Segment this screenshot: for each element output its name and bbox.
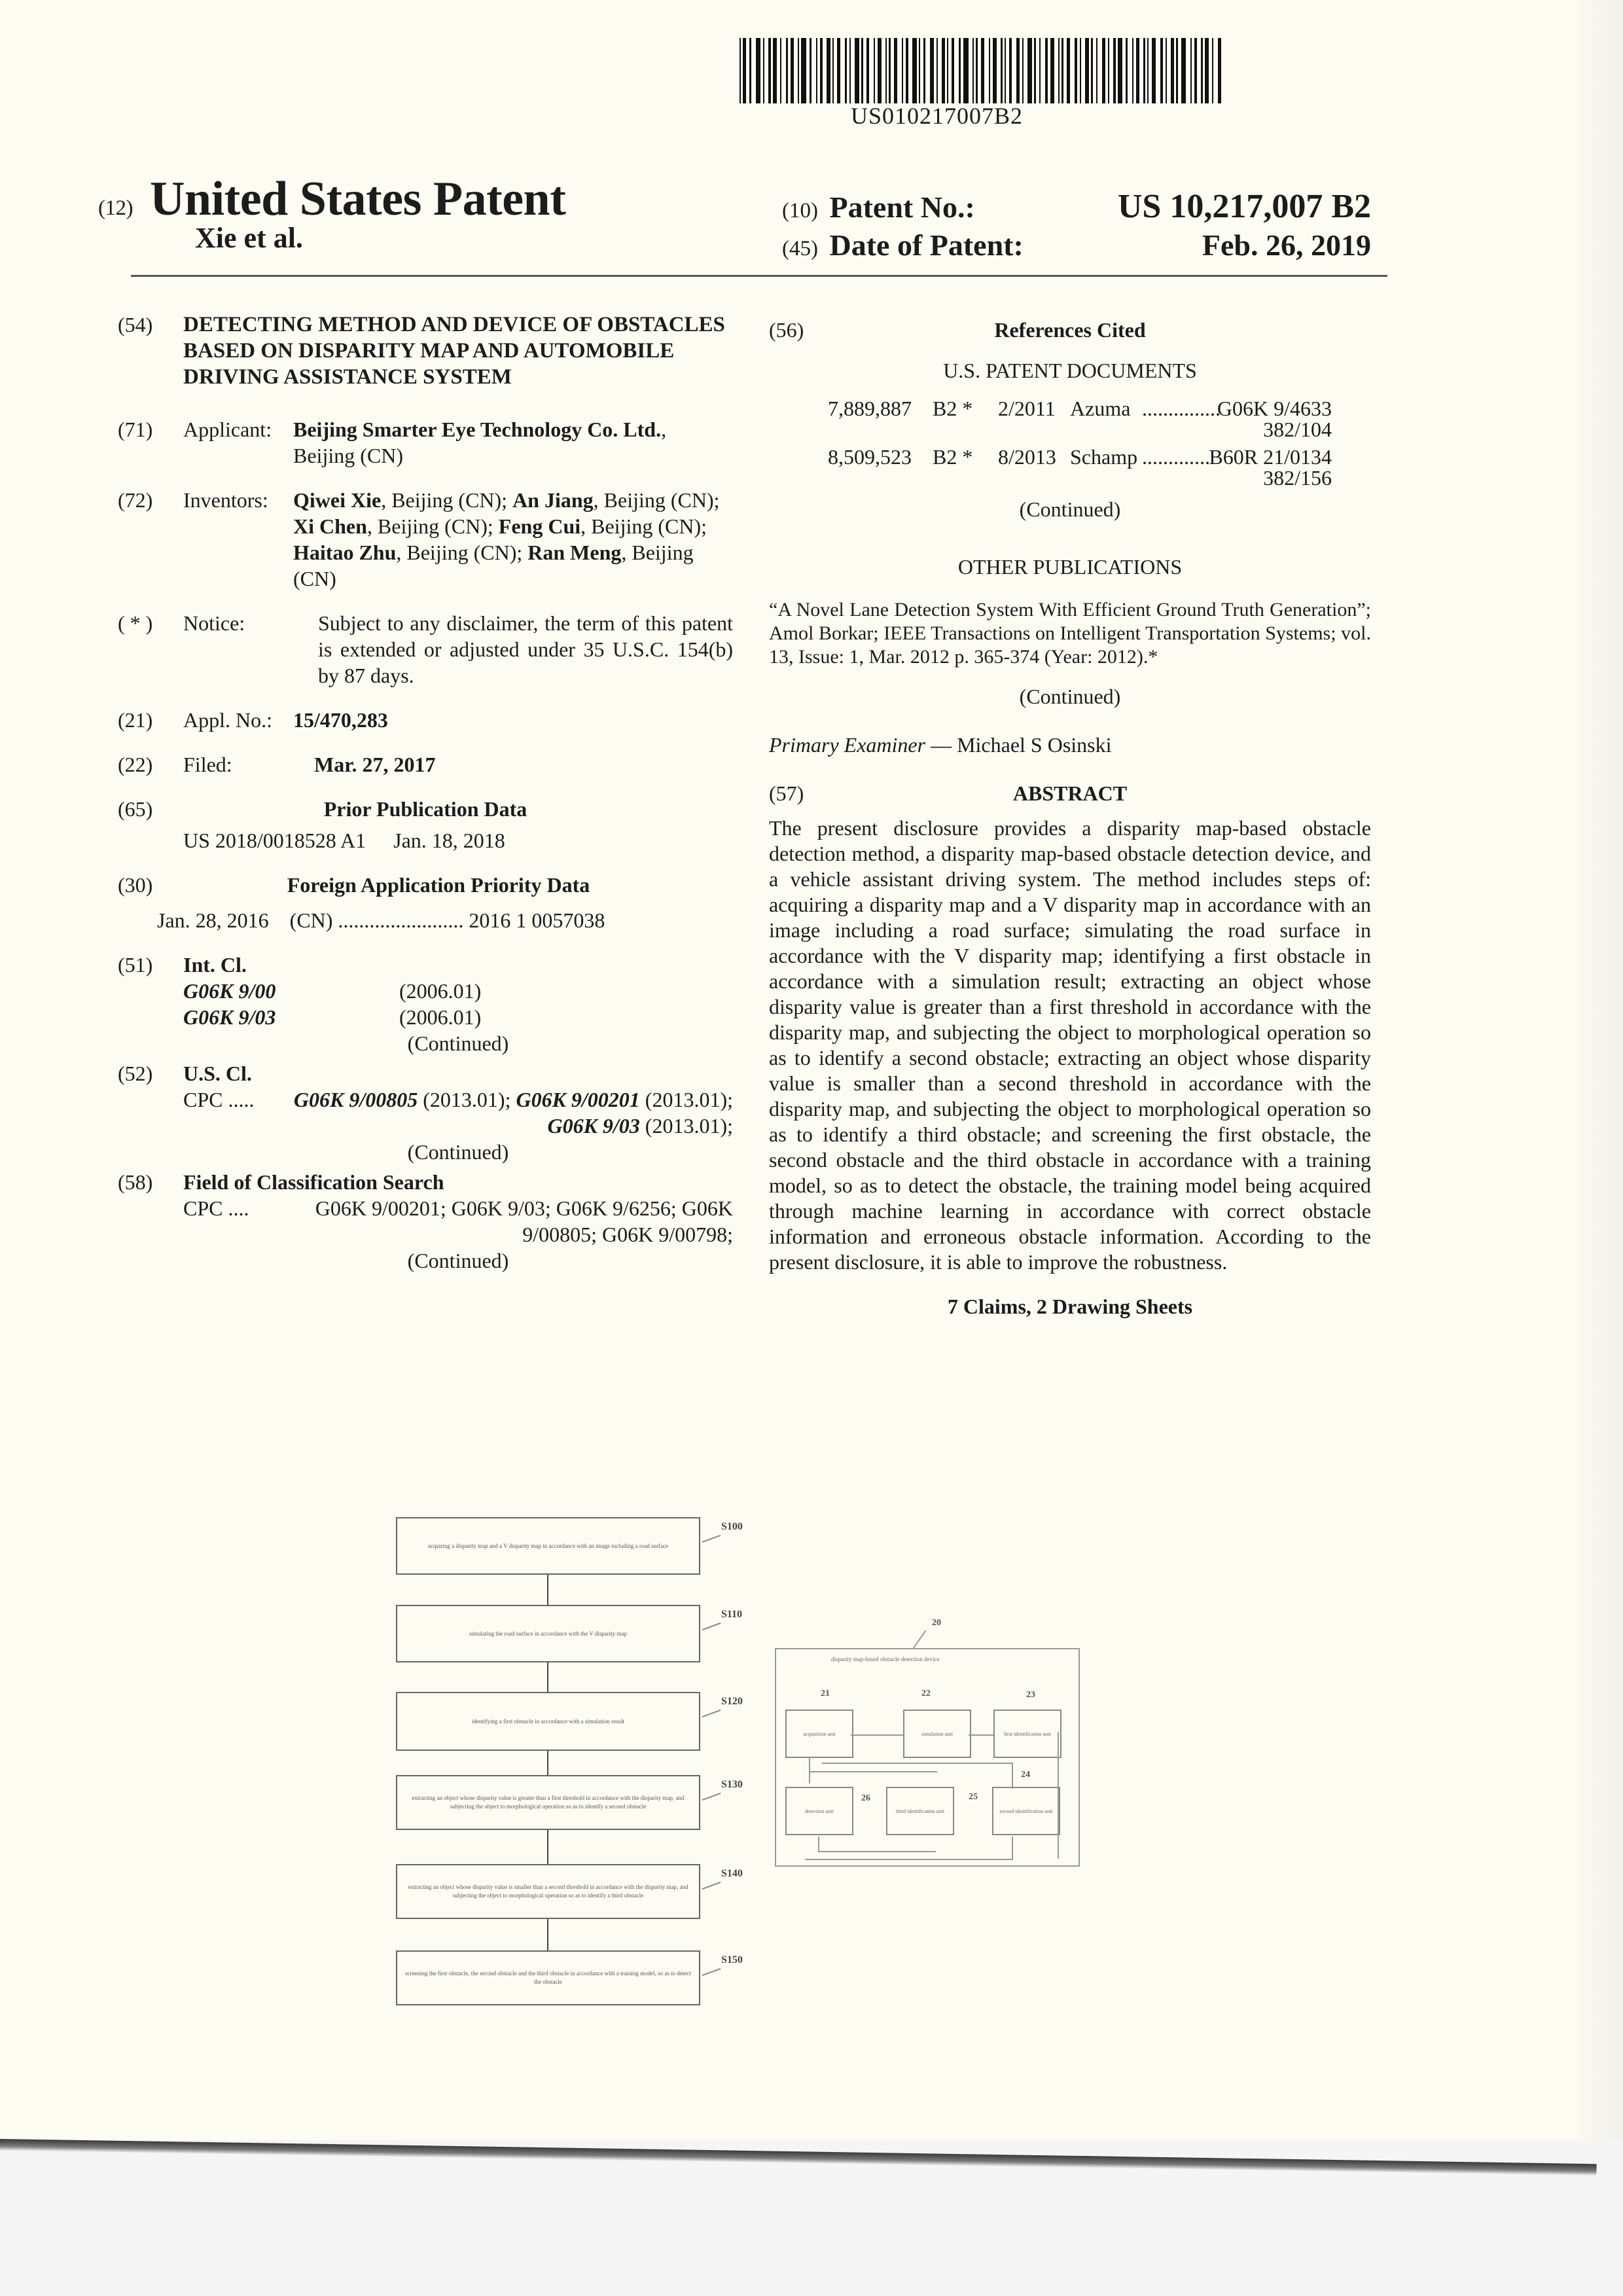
flowchart-leader-line [702, 1623, 721, 1630]
barcode-bar [942, 38, 945, 103]
device-leader-line [912, 1630, 926, 1649]
flowchart-step-id: S110 [721, 1609, 743, 1620]
barcode-bar [976, 38, 978, 103]
connector-line [822, 1763, 1012, 1764]
reference-number: 8,509,523 [828, 445, 912, 469]
right-column [769, 317, 1371, 1319]
us-patent-docs-heading: U.S. PATENT DOCUMENTS [943, 359, 1197, 382]
examiner-dash: — [925, 733, 957, 757]
date-code: (45) [782, 237, 818, 260]
barcode-bar [1147, 38, 1149, 103]
barcode-bar [902, 38, 903, 103]
device-unit-ref: 26 [861, 1793, 870, 1803]
barcode-bar [959, 38, 961, 103]
us-cl-version: (2013.01); [639, 1114, 733, 1138]
barcode-bar [845, 38, 847, 103]
prior-pub-row [183, 827, 733, 853]
connector-line [851, 1734, 903, 1736]
prior-pub-date: Jan. 18, 2018 [393, 829, 505, 852]
page-right-edge [1577, 0, 1623, 2140]
device-unit-box [785, 1710, 853, 1758]
barcode-bar [906, 38, 908, 103]
barcode-bar [866, 38, 869, 103]
filed-value: Mar. 27, 2017 [314, 753, 436, 776]
barcode-bar [889, 38, 891, 103]
filed-code: (22) [118, 753, 153, 776]
barcode-bar [1143, 38, 1145, 103]
barcode-bar [963, 38, 969, 103]
foreign-priority-dots: ........................ [338, 908, 464, 932]
int-cl-code: (51) [118, 953, 153, 977]
barcode-bar [952, 38, 954, 103]
barcode-bar [1045, 38, 1048, 103]
inventor-name: Ran Meng [527, 541, 622, 564]
inventors-list [293, 487, 733, 592]
foreign-priority-country: (CN) [289, 908, 333, 932]
inventor-location: , Beijing (CN); [593, 488, 720, 512]
barcode-bar [1218, 38, 1221, 103]
field-search-code: (58) [118, 1170, 153, 1194]
connector-line [805, 1859, 1012, 1860]
flowchart-step-id: S100 [721, 1521, 743, 1532]
barcode-bar [919, 38, 920, 103]
notice-code: ( * ) [118, 611, 153, 635]
us-cl-list [183, 1086, 733, 1139]
field-search-prefix: CPC .... [183, 1196, 249, 1220]
barcode-bar [763, 38, 764, 103]
barcode [740, 38, 1374, 103]
reference-dots: ............... [1142, 397, 1221, 420]
foreign-priority-heading: Foreign Application Priority Data [287, 873, 590, 897]
device-title: disparity map-based obstacle detection device [831, 1656, 940, 1662]
barcode-bar [1034, 38, 1036, 103]
reference-date: 8/2013 [998, 445, 1056, 469]
barcode-bar [1205, 38, 1209, 103]
barcode-bar [749, 38, 751, 103]
examiner-name: Michael S Osinski [957, 733, 1112, 757]
references-continued: (Continued) [1019, 497, 1121, 521]
device-unit-label: first identification unit [1004, 1731, 1051, 1737]
document-type [98, 171, 565, 227]
barcode-bar [810, 38, 812, 103]
connector-line [1012, 1763, 1013, 1789]
barcode-bar [1160, 38, 1163, 103]
reference-inventor: Azuma [1070, 397, 1131, 420]
date-label: Date of Patent: [829, 228, 1024, 262]
barcode-bar [816, 38, 817, 103]
barcode-bar [894, 38, 897, 103]
flowchart-step-box [396, 1950, 700, 2005]
barcode-bar [786, 38, 788, 103]
patent-date: Feb. 26, 2019 [1202, 228, 1371, 262]
applicant-code: (71) [118, 418, 153, 441]
flowchart-step-box [396, 1517, 700, 1575]
connector-line [969, 1734, 993, 1736]
device-unit-label: detection unit [805, 1808, 834, 1814]
us-cl-class: G06K 9/03 [547, 1114, 640, 1138]
int-cl-row [183, 1004, 733, 1030]
references-code: (56) [769, 318, 804, 342]
applicant-location: , Beijing (CN) [293, 418, 667, 467]
us-cl-field [118, 1060, 733, 1165]
device-unit-box [992, 1787, 1060, 1835]
barcode-bar [756, 38, 760, 103]
other-publications-continued: (Continued) [1019, 685, 1121, 708]
barcode-bar [1022, 38, 1024, 103]
us-cl-version: (2013.01); [418, 1088, 516, 1111]
us-cl-continued: (Continued) [407, 1140, 509, 1164]
barcode-bar [1085, 38, 1089, 103]
connector-line [1012, 1837, 1013, 1860]
barcode-bar [1132, 38, 1133, 103]
prior-publication-field [118, 796, 733, 853]
barcode-bar [1194, 38, 1197, 103]
device-ref-number: 20 [932, 1618, 941, 1628]
reference-class: B60R 21/0134 [1209, 445, 1332, 469]
barcode-bar [1050, 38, 1054, 103]
barcode-bar [1075, 38, 1077, 103]
flowchart-leader-line [702, 1882, 721, 1890]
abstract-field [769, 780, 1371, 1275]
device-unit-ref: 21 [821, 1689, 830, 1698]
flowchart-step-id: S120 [721, 1696, 743, 1707]
connector-line [1058, 1732, 1059, 1859]
int-cl-field [118, 952, 733, 1056]
foreign-priority-field [118, 872, 733, 933]
reference-kind: B2 * [933, 445, 973, 469]
applicant-field [118, 416, 733, 469]
barcode-bar [1102, 38, 1105, 103]
flowchart-leader-line [702, 1968, 721, 1976]
reference-us-class-row [769, 466, 1371, 492]
reference-dots: ............. [1142, 445, 1210, 469]
connector-line [809, 1757, 810, 1784]
reference-us-class: 382/156 [1263, 466, 1332, 490]
appl-no-code: (21) [118, 708, 153, 732]
other-publication: “A Novel Lane Detection System With Efficient Ground Truth Generation”; Amol Borkar; IEEE Transactions on Intelligent Transportation Systems; vol. 13, Issue: 1, Mar. 2012 p. 365-374 (Year: 2012).* [769, 599, 1371, 668]
authors: Xie et al. [195, 222, 303, 254]
int-cl-class: G06K 9/03 [183, 1005, 276, 1029]
int-cl-version: (2006.01) [399, 979, 482, 1003]
left-column [118, 312, 733, 1292]
device-unit-ref: 24 [1021, 1770, 1030, 1780]
barcode-bar [820, 38, 823, 103]
flowchart-arrow [547, 1830, 548, 1864]
barcode-bar [855, 38, 859, 103]
examiner [769, 732, 1371, 758]
reference-kind: B2 * [933, 397, 973, 420]
patent-number-row [782, 190, 1371, 228]
field-search-continued: (Continued) [407, 1249, 509, 1272]
barcode-bar [827, 38, 830, 103]
inventors-code: (72) [118, 488, 153, 512]
barcode-bar [947, 38, 948, 103]
us-cl-version: (2013.01); [639, 1088, 733, 1111]
int-cl-continued: (Continued) [407, 1031, 509, 1055]
foreign-priority-code: (30) [118, 873, 153, 897]
notice-text: Subject to any disclaimer, the term of this patent is extended or adjusted under 35 U.S.C. 154(b) by 87 days. [318, 611, 733, 687]
foreign-priority-row [157, 907, 733, 933]
inventor-location: , Beijing (CN); [580, 514, 707, 538]
reference-list [769, 395, 1371, 492]
barcode-bar [1009, 38, 1012, 103]
barcode-bar [1096, 38, 1097, 103]
prior-pub-number: US 2018/0018528 A1 [183, 829, 366, 852]
title-code: (54) [118, 313, 153, 336]
barcode-bar [1212, 38, 1213, 103]
inventors-label: Inventors: [183, 488, 268, 512]
claims-and-sheets: 7 Claims, 2 Drawing Sheets [947, 1295, 1193, 1318]
flowchart-arrow [547, 1919, 548, 1950]
barcode-bar [773, 38, 777, 103]
device-unit-box [903, 1710, 971, 1758]
reference-class: G06K 9/4633 [1217, 397, 1332, 420]
barcode-bar [923, 38, 925, 103]
title-field [118, 312, 733, 390]
flowchart-step-text: extracting an object whose disparity value is smaller than a second threshold in accordance with the disparity map, and subjecting the object to morphological operation so as to identify a third obstacle [408, 1884, 688, 1899]
barcode-bar [1016, 38, 1020, 103]
barcode-bar [861, 38, 863, 103]
barcode-bar [1058, 38, 1060, 103]
barcode-bar [801, 38, 806, 103]
barcode-bar [1108, 38, 1109, 103]
int-cl-class: G06K 9/00 [183, 979, 276, 1003]
flowchart-step-box [396, 1692, 700, 1751]
abstract-heading: ABSTRACT [1012, 781, 1128, 805]
applicant-label: Applicant: [183, 418, 272, 441]
flowchart-arrow [547, 1662, 548, 1692]
inventor-location: , Beijing (CN); [366, 514, 499, 538]
references-heading: References Cited [994, 318, 1146, 342]
flowchart-step-text: acquiring a disparity map and a V disparity map in accordance with an image including a road surface [427, 1542, 669, 1549]
device-unit-box [886, 1787, 954, 1835]
barcode-number: US010217007B2 [851, 103, 1024, 129]
barcode-bar [1136, 38, 1139, 103]
barcode-bar [1171, 38, 1174, 103]
barcode-bar [1126, 38, 1128, 103]
patent-number: US 10,217,007 B2 [1117, 188, 1371, 225]
barcode-bar [912, 38, 917, 103]
device-unit-box [785, 1787, 853, 1835]
doc-type-title: United States Patent [149, 172, 566, 226]
field-search-classes: G06K 9/00201; G06K 9/03; G06K 9/6256; G06K 9/00805; G06K 9/00798; [315, 1196, 733, 1246]
device-unit-label: acquisition unit [803, 1731, 836, 1737]
int-cl-row [183, 978, 733, 1004]
int-cl-version: (2006.01) [399, 1005, 482, 1029]
examiner-label: Primary Examiner [769, 733, 926, 757]
flowchart-arrow [547, 1751, 548, 1775]
barcode-bar [1027, 38, 1032, 103]
prior-pub-heading: Prior Publication Data [323, 797, 527, 821]
device-unit-ref: 22 [921, 1689, 931, 1698]
barcode-bar [1201, 38, 1203, 103]
barcode-bar [1181, 38, 1186, 103]
barcode-bar [874, 38, 875, 103]
reference-inventor: Schamp [1070, 445, 1138, 469]
barcode-bar [832, 38, 834, 103]
other-publications-heading: OTHER PUBLICATIONS [957, 555, 1183, 579]
barcode-bar [743, 38, 746, 103]
foreign-priority-number: 2016 1 0057038 [469, 908, 605, 932]
us-cl-prefix: CPC ..... [183, 1088, 255, 1111]
appl-no-value: 15/470,283 [293, 708, 388, 732]
barcode-bar [798, 38, 799, 103]
barcode-bar [1001, 38, 1003, 103]
inventor-location: , Beijing (CN); [381, 488, 513, 512]
barcode-bar [989, 38, 990, 103]
barcode-bar [936, 38, 938, 103]
barcode-bar [768, 38, 771, 103]
doc-type-code: (12) [98, 196, 133, 220]
references-field [769, 317, 1371, 709]
field-search-heading: Field of Classification Search [183, 1170, 444, 1194]
reference-date: 2/2011 [998, 397, 1056, 420]
us-cl-class: G06K 9/00805 [293, 1088, 418, 1111]
reference-number: 7,889,887 [828, 397, 912, 420]
barcode-bar [1113, 38, 1116, 103]
barcode-bar [1061, 38, 1063, 103]
abstract-text: The present disclosure provides a disparity map-based obstacle detection method, a disparity map-based obstacle detection device, and a vehicle assistant driving system. The method includes steps of: acquiring a disparity map and a V disparity map in accordance with an image including a road surface; simulating the road surface in accordance with the V disparity map; identifying a first obstacle in accordance with a simulation result; extracting an object whose disparity value is greater than a first threshold in accordance with the disparity map, and subjecting the object to morphological operation so as to identify a second obstacle; extracting an object whose disparity value is smaller than a second threshold in accordance with the disparity map, and subjecting the object to morphological operation so as to identify a third obstacle; and screening the first obstacle, the second obstacle and the third obstacle in accordance with a training model, so as to detect the obstacle, the training model being acquired through machine learning in accordance with correct obstacle information and erroneous obstacle information. According to the present disclosure, it is able to improve the robustness. [769, 816, 1371, 1274]
device-unit-ref: 25 [969, 1792, 978, 1802]
field-search-field [118, 1169, 733, 1274]
barcode-bar [1067, 38, 1070, 103]
barcode-bar [930, 38, 934, 103]
barcode-bar [981, 38, 984, 103]
connector-line [818, 1837, 819, 1851]
inventor-name: An Jiang [512, 488, 594, 512]
applicant-name: Beijing Smarter Eye Technology Co. Ltd. [293, 418, 662, 441]
inventor-location: , Beijing (CN); [396, 541, 528, 564]
barcode-bar [1080, 38, 1081, 103]
notice-label: Notice: [183, 611, 245, 635]
invention-title: DETECTING METHOD AND DEVICE OF OBSTACLES BASED ON DISPARITY MAP AND AUTOMOBILE DRIVING ASSISTANCE SYSTEM [183, 313, 725, 389]
flowchart-step-text: simulating the road surface in accordance with the V disparity map [469, 1630, 628, 1637]
us-cl-heading: U.S. Cl. [183, 1062, 252, 1085]
device-unit-label: second identification unit [999, 1808, 1053, 1814]
header-divider [131, 275, 1387, 277]
patent-no-code: (10) [782, 199, 818, 223]
flowchart-step-id: S150 [721, 1954, 743, 1965]
reference-us-class: 382/104 [1263, 418, 1332, 441]
device-unit-label: third identification unit [895, 1808, 945, 1814]
flowchart-step-id: S140 [721, 1868, 743, 1879]
abstract-code: (57) [769, 781, 804, 805]
int-cl-heading: Int. Cl. [183, 953, 247, 977]
foreign-priority-date: Jan. 28, 2016 [157, 908, 269, 932]
flowchart-leader-line [702, 1535, 721, 1543]
barcode-bar [837, 38, 840, 103]
patent-no-label: Patent No.: [829, 190, 975, 224]
patent-date-row [782, 228, 1371, 266]
connector-line [818, 1851, 936, 1852]
flowchart-step-box [396, 1775, 700, 1830]
barcode-bar [1166, 38, 1167, 103]
flowchart-step-text: identifying a first obstacle in accordance with a simulation result [471, 1717, 625, 1725]
reference-us-class-row [769, 418, 1371, 444]
inventor-name: Xi Chen [293, 514, 367, 538]
filed-field [118, 751, 733, 778]
int-cl-list [183, 978, 733, 1030]
field-search-row [183, 1195, 733, 1247]
flowchart-step-text: screening the first obstacle, the second obstacle and the third obstacle in accordance with a training model, so as to detect the obstacle [405, 1970, 691, 1985]
flowchart-step-box [396, 1605, 700, 1662]
inventors-field [118, 487, 733, 592]
barcode-bar [780, 38, 781, 103]
barcode-bar [885, 38, 887, 103]
us-cl-code: (52) [118, 1062, 153, 1085]
connector-line [809, 1771, 937, 1772]
flowchart-leader-line [702, 1710, 721, 1717]
appl-no-label: Appl. No.: [183, 708, 272, 732]
barcode-bar [740, 38, 741, 103]
barcode-bar [1152, 38, 1156, 103]
barcode-bar [878, 38, 882, 103]
inventor-name: Feng Cui [498, 514, 581, 538]
barcode-bar [791, 38, 794, 103]
barcode-bar [972, 38, 974, 103]
barcode-bar [993, 38, 997, 103]
barcode-bar [1118, 38, 1122, 103]
device-unit-box [993, 1710, 1061, 1758]
flowchart-arrow [547, 1575, 548, 1605]
barcode-bar [1176, 38, 1178, 103]
us-cl-class: G06K 9/00201 [516, 1088, 640, 1111]
barcode-bar [849, 38, 851, 103]
filed-label: Filed: [183, 753, 232, 776]
inventor-location: , Beijing (CN) [293, 541, 694, 590]
prior-pub-code: (65) [118, 797, 153, 821]
inventor-name: Haitao Zhu [293, 541, 397, 564]
flowchart-step-id: S130 [721, 1779, 743, 1790]
barcode-bar [1091, 38, 1093, 103]
flowchart-leader-line [702, 1793, 721, 1801]
device-unit-label: simulation unit [921, 1731, 954, 1737]
device-unit-ref: 23 [1026, 1690, 1035, 1700]
patent-identifiers [782, 190, 1371, 266]
flowchart-step-box [396, 1864, 700, 1919]
flowchart-step-text: extracting an object whose disparity value is greater than a first threshold in accordance with the disparity map, and subjecting the object to morphological operation so as to identify a second obstacle [412, 1795, 685, 1810]
barcode-bar [1039, 38, 1041, 103]
notice-field [118, 610, 733, 689]
appl-no-field [118, 707, 733, 733]
inventor-name: Qiwei Xie [293, 488, 382, 512]
barcode-bar [1190, 38, 1192, 103]
barcode-bar [1005, 38, 1006, 103]
